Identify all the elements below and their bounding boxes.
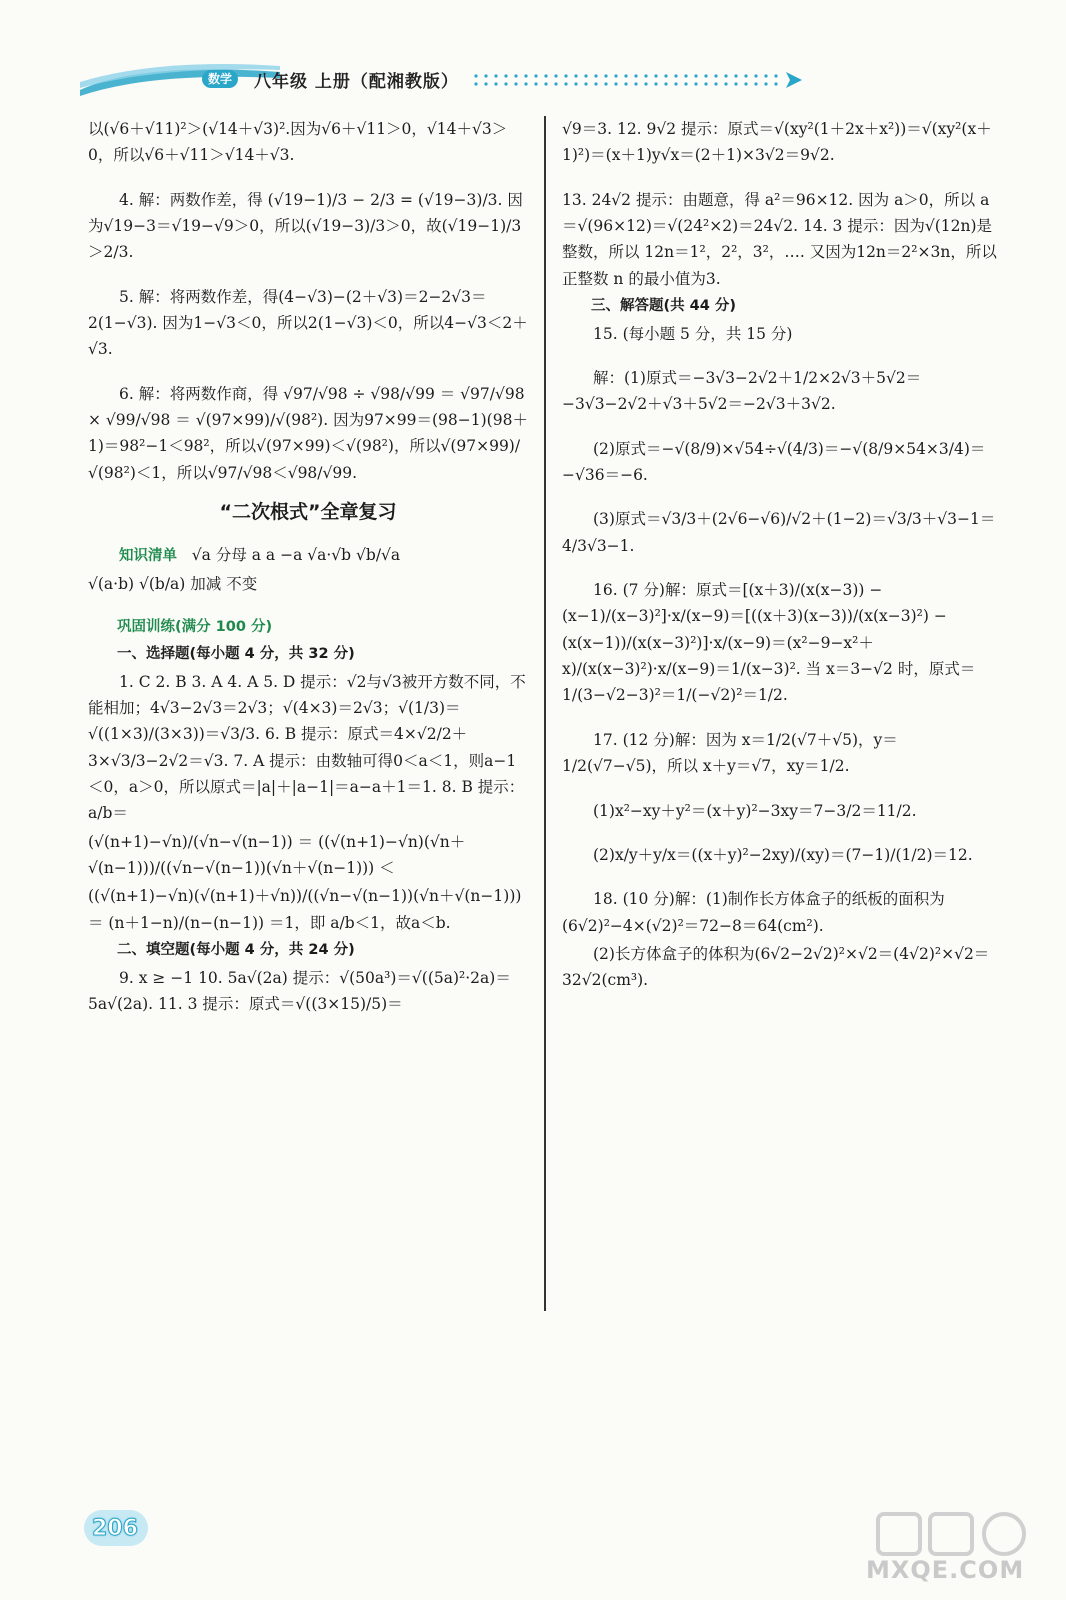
- header-swoosh-decoration: [80, 62, 280, 98]
- question-16: 16. (7 分)解：原式＝[(x＋3)/(x(x−3)) − (x−1)/(x−3)²]·x/(x−9)＝[((x＋3)(x−3))/(x(x−3)²) − (x(x−1))/(x(x−3)²)]·x/(x−9)＝(x²−9−x²＋x)/(x(x−3)²)·x/(x−9)＝1/(x−3)². 当 x＝3−√2 时，原式＝1/(3−√2−3)²＝1/(−√2)²＝1/2.: [562, 581, 976, 705]
- left-question-6: 6. 解：将两数作商，得 √97/√98 ÷ √98/√99 ＝ √97/√98 × √99/√98 ＝ √(97×99)/√(98²). 因为97×99＝(98−1)(98＋1)＝98²−1＜98²，所以√(97×99)＜√(98²)，所以√(97×99)/√(98²)＜1，所以√97/√98＜√98/√99.: [88, 384, 528, 482]
- right-questions-13-14: 13. 24√2 提示：由题意，得 a²＝96×12. 因为 a＞0，所以 a＝√(96×12)＝√(24²×2)＝24√2. 14. 3 提示：因为√(12n)是整数，所以 12n＝1²，2²，3²，…. 又因为12n＝2²×3n，所以正整数 n 的最小值为3.: [562, 190, 997, 288]
- page-number: 206: [92, 1516, 138, 1541]
- knowledge-list: [88, 542, 528, 569]
- question-8-step-2: ((√(n+1)−√n)(√(n+1)＋√n))/((√n−√(n−1))(√n＋√(n−1))) ＝ (n＋1−n)/(n−(n−1)) ＝1，即 a/b＜1，故a＜b.: [88, 887, 522, 932]
- right-paragraph-1: √9＝3. 12. 9√2 提示：原式＝√(xy²(1＋2x＋x²))＝√(xy²(x＋1)²)＝(x＋1)y√x＝(2＋1)×3√2＝9√2.: [562, 120, 992, 165]
- knowledge-list-content-2: √(a·b) √(b/a) 加减 不变: [88, 575, 258, 594]
- question-8-step-1: (√(n+1)−√n)/(√n−√(n−1)) ＝ ((√(n+1)−√n)(√n＋√(n−1)))/((√n−√(n−1))(√n＋√(n−1))) ＜: [88, 832, 466, 878]
- left-paragraph-1: 以(√6＋√11)²＞(√14＋√3)².因为√6＋√11＞0，√14＋√3＞0，所以√6＋√11＞√14＋√3.: [88, 120, 508, 165]
- question-17-part-2: (2)x/y＋y/x＝((x＋y)²−2xy)/(xy)＝(7−1)/(1/2)＝12.: [593, 845, 973, 864]
- column-divider: [544, 116, 546, 1311]
- question-17: 17. (12 分)解：因为 x＝1/2(√7＋√5)，y＝1/2(√7−√5)，所以 x＋y＝√7，xy＝1/2.: [562, 730, 898, 776]
- question-18: 18. (10 分)解：(1)制作长方体盒子的纸板的面积为(6√2)²−4×(√2)²＝72−8＝64(cm²).: [562, 890, 945, 935]
- fill-in-answers: 9. x ≥ −1 10. 5a√(2a) 提示：√(50a³)＝√((5a)²·2a)＝5a√(2a). 11. 3 提示：原式＝√((3×15)/5)＝: [88, 968, 511, 1014]
- section-title: “二次根式”全章复习: [219, 501, 397, 524]
- left-question-5: 5. 解：将两数作差，得(4−√3)−(2＋√3)＝2−2√3＝2(1−√3). 因为1−√3＜0，所以2(1−√3)＜0，所以4−√3＜2＋√3.: [88, 287, 528, 359]
- watermark-text: MXQE.COM: [866, 1556, 1025, 1584]
- part-1-title: 一、选择题(每小题 4 分，共 32 分): [117, 646, 355, 663]
- question-17-part-1: (1)x²−xy＋y²＝(x＋y)²−3xy＝7−3/2＝11/2.: [593, 801, 917, 820]
- left-question-4: 4. 解：两数作差，得 (√19−1)/3 − 2/3 = (√19−3)/3. 因为√19−3＝√19−√9＞0，所以(√19−3)/3＞0，故(√19−1)/3＞2/3.: [88, 190, 523, 262]
- choice-answers: 1. C 2. B 3. A 4. A 5. D 提示：√2与√3被开方数不同，不能相加；4√3−2√3＝2√3；√(4×3)＝2√3；√(1/3)＝√((1×3)/(3×3))＝√3/3. 6. B 提示：原式＝4×√2/2＋3×√3/3−2√2＝√3. 7. A 提示：由数轴可得0＜a＜1，则a−1＜0，a＞0，所以原式＝|a|＋|a−1|＝a−a＋1＝1. 8. B 提示：a/b＝: [88, 672, 526, 823]
- left-column: [88, 116, 528, 1019]
- subject-badge: 数学: [202, 70, 238, 88]
- header-title: 八年级 上册（配湘教版）: [254, 72, 459, 92]
- right-column: [562, 116, 1000, 996]
- part-3-title: 三、解答题(共 44 分): [591, 298, 737, 315]
- page-header: [80, 58, 740, 102]
- question-18-part-2: (2)长方体盒子的体积为(6√2−2√2)²×√2＝(4√2)²×√2＝32√2(cm³).: [562, 944, 990, 990]
- question-15-part-1: 解：(1)原式＝−3√3−2√2＋1/2×2√3＋5√2＝−3√3−2√2＋√3＋5√2＝−2√3＋3√2.: [562, 369, 922, 414]
- knowledge-list-content: √a 分母 a a −a √a·√b √b/√a: [191, 546, 401, 565]
- practice-heading: 巩固训练(满分 100 分): [117, 619, 273, 636]
- question-15-part-2: (2)原式＝−√(8/9)×√54÷√(4/3)＝−√(8/9×54×3/4)＝−√36＝−6.: [562, 439, 986, 485]
- watermark-logo-icon: [872, 1506, 1032, 1562]
- knowledge-list-label: 知识清单: [119, 548, 177, 565]
- question-15-title: 15. (每小题 5 分，共 15 分): [593, 324, 793, 343]
- header-dotted-arrow: [472, 70, 812, 92]
- part-2-title: 二、填空题(每小题 4 分，共 24 分): [117, 942, 355, 959]
- question-15-part-3: (3)原式＝√3/3＋(2√6−√6)/√2＋(1−2)＝√3/3＋√3−1＝4/3√3−1.: [562, 510, 996, 555]
